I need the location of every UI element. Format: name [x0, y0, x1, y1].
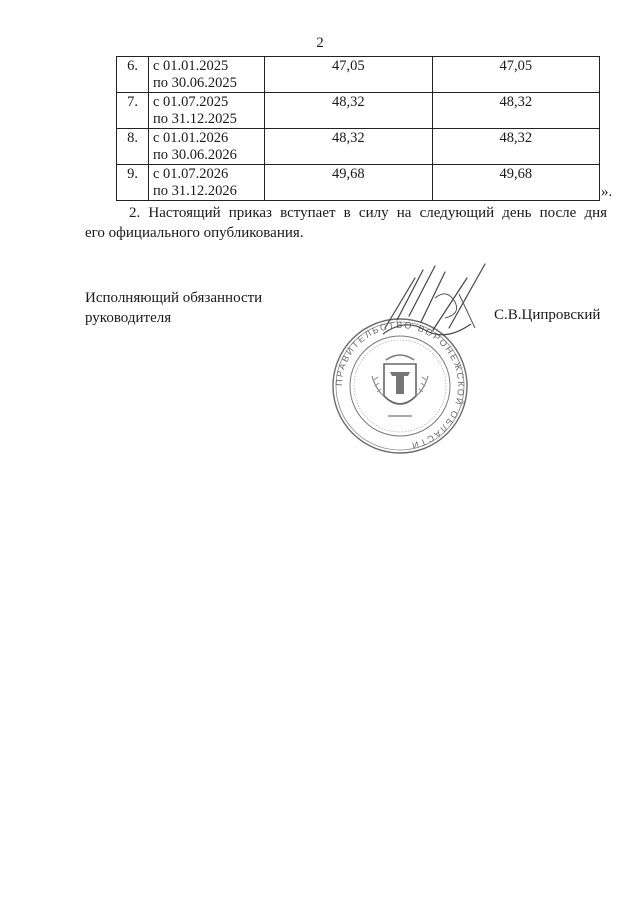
period-from: с 01.01.2025 — [153, 58, 229, 74]
handwritten-signature — [375, 258, 505, 348]
table-row — [117, 129, 600, 165]
value-cell-1: 48,32 — [265, 93, 433, 129]
period-cell — [149, 57, 265, 93]
paragraph-line-2: его официального опубликования. — [85, 225, 304, 241]
coat-of-arms-icon — [372, 355, 428, 416]
row-number: 8. — [117, 129, 149, 165]
period-cell — [149, 129, 265, 165]
value-cell-2: 48,32 — [432, 93, 600, 129]
signer-title-line-2: руководителя — [85, 310, 172, 326]
period-from: с 01.01.2026 — [153, 130, 229, 146]
seal-outer-text: ПРАВИТЕЛЬСТВО ВОРОНЕЖСКОЙ ОБЛАСТИ — [333, 319, 467, 452]
period-cell — [149, 93, 265, 129]
period-to: по 31.12.2025 — [153, 111, 237, 127]
value-cell-1: 49,68 — [265, 165, 433, 201]
value-cell-2: 47,05 — [432, 57, 600, 93]
signer-name: С.В.Ципровский — [494, 307, 601, 323]
period-to: по 30.06.2025 — [153, 75, 237, 91]
period-to: по 31.12.2026 — [153, 183, 237, 199]
signer-title-line-1: Исполняющий обязанности — [85, 290, 263, 306]
row-number: 7. — [117, 93, 149, 129]
value-cell-2: 48,32 — [432, 129, 600, 165]
effective-date-paragraph — [85, 203, 607, 243]
period-from: с 01.07.2025 — [153, 94, 229, 110]
value-cell-1: 47,05 — [265, 57, 433, 93]
page-number: 2 — [316, 35, 324, 51]
row-number: 6. — [117, 57, 149, 93]
period-from: с 01.07.2026 — [153, 166, 229, 182]
paragraph-line-1: 2. Настоящий приказ вступает в силу на следующий день после дня — [129, 205, 607, 221]
value-cell-2: 49,68 — [432, 165, 600, 201]
value-cell-1: 48,32 — [265, 129, 433, 165]
tariff-table — [116, 56, 600, 201]
table-row — [117, 165, 600, 201]
row-number: 9. — [117, 165, 149, 201]
closing-quote-mark: ». — [601, 184, 613, 200]
table-row — [117, 93, 600, 129]
period-cell — [149, 165, 265, 201]
table-row — [117, 57, 600, 93]
period-to: по 30.06.2026 — [153, 147, 237, 163]
signer-title — [85, 288, 262, 328]
